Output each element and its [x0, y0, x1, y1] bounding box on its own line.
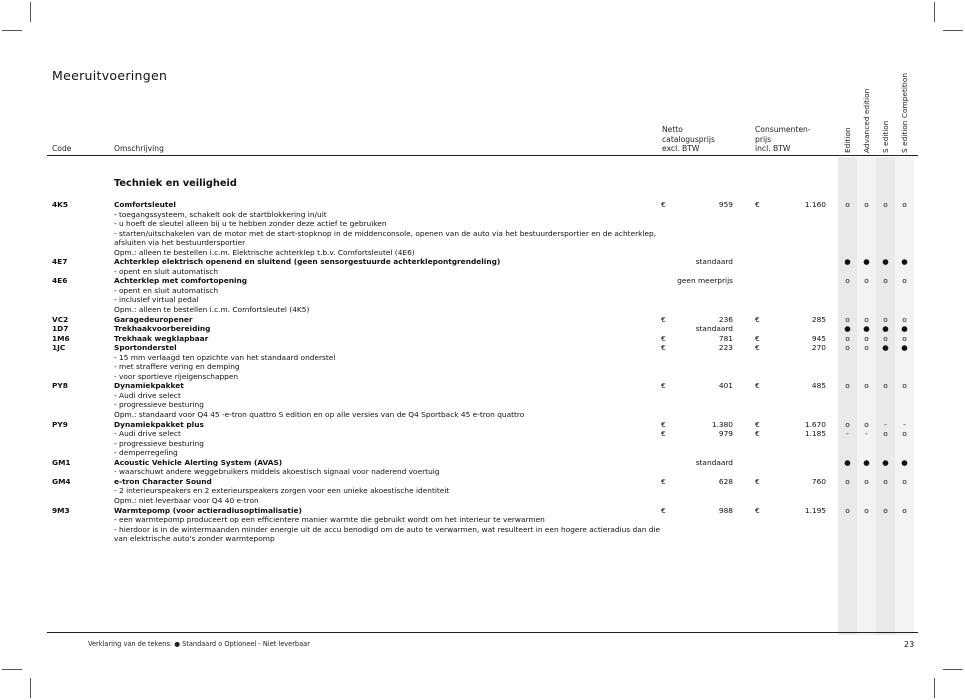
detail-line — [0, 305, 965, 315]
option-code: 1JC — [52, 343, 66, 353]
availability-mark: o — [864, 381, 869, 391]
availability-mark: o — [902, 200, 907, 209]
availability-mark: o — [864, 314, 869, 324]
option-name: e-tron Character Sound — [114, 476, 212, 486]
option-code: GM1 — [52, 457, 71, 467]
detail-line — [0, 362, 965, 372]
availability-mark: o — [883, 314, 888, 324]
consumer-price: 945 — [811, 333, 826, 343]
option-detail: Opm.: alleen te bestellen i.c.m. Elektrische achterklep t.b.v. Comfortsleutel (4E6) — [114, 247, 415, 257]
detail-line — [0, 410, 965, 420]
option-name: Trekhaakvoorbereiding — [114, 324, 211, 334]
availability-mark: o — [845, 343, 850, 353]
availability-mark: o — [902, 381, 907, 391]
option-detail: - Audi drive select — [114, 390, 181, 400]
table-row — [0, 458, 965, 468]
crop-mark — [934, 2, 935, 22]
footer-rule — [47, 632, 918, 633]
currency-symbol: € — [755, 505, 760, 515]
option-detail: afsluiten via het bestuurdersportier — [114, 238, 246, 248]
availability-mark: o — [902, 276, 907, 286]
table-row — [0, 324, 965, 334]
detail-line — [0, 525, 965, 535]
detail-line — [0, 286, 965, 296]
price-note: geen meerprijs — [677, 276, 733, 286]
net-price: 1.380 — [711, 419, 733, 429]
currency-symbol: € — [661, 200, 666, 209]
price-note: standaard — [695, 257, 733, 267]
availability-mark: o — [883, 476, 888, 486]
crop-mark — [2, 669, 22, 670]
availability-mark: o — [845, 419, 850, 429]
option-detail: Opm.: niet leverbaar voor Q4 40 e-tron — [114, 495, 259, 505]
availability-mark: o — [902, 429, 907, 439]
availability-mark: o — [845, 476, 850, 486]
currency-symbol: € — [661, 381, 666, 391]
availability-mark: ● — [863, 257, 870, 267]
detail-line — [0, 353, 965, 363]
table-row — [0, 343, 965, 353]
availability-mark: o — [883, 333, 888, 343]
currency-symbol: € — [661, 333, 666, 343]
availability-mark: ● — [882, 343, 889, 353]
availability-mark: o — [864, 276, 869, 286]
availability-mark: ● — [863, 457, 870, 467]
availability-mark: o — [845, 333, 850, 343]
option-code: 4E6 — [52, 276, 68, 286]
availability-mark: o — [864, 343, 869, 353]
section-title: Techniek en veiligheid — [114, 178, 237, 189]
detail-line — [0, 229, 965, 239]
consumer-price: 285 — [811, 314, 826, 324]
currency-symbol: € — [755, 419, 760, 429]
legend-text: Verklaring van de tekens: ● Standaard o Optioneel - Niet leverbaar — [88, 640, 310, 648]
availability-mark: o — [845, 314, 850, 324]
column-header-consumer-price: Consumenten- prijs incl. BTW — [755, 125, 811, 153]
availability-mark: ● — [882, 457, 889, 467]
option-name: Garagedeuropener — [114, 314, 193, 324]
option-name: Achterklep met comfortopening — [114, 276, 248, 286]
header-rule — [47, 155, 918, 156]
column-header-s-edition-competition: S edition Competition — [900, 72, 909, 153]
options-table — [0, 200, 965, 544]
column-header-edition: Edition — [843, 127, 852, 153]
currency-symbol: € — [755, 200, 760, 209]
option-detail: - met straffere vering en demping — [114, 362, 240, 372]
net-price: 959 — [718, 200, 733, 209]
availability-mark: o — [902, 476, 907, 486]
availability-mark: o — [883, 505, 888, 515]
option-detail: - progressieve besturing — [114, 400, 204, 410]
option-detail: - starten/uitschakelen van de motor met de start-stopknop in de middenconsole, openen van de auto via het bestuurdersportier en de achterklep, — [114, 228, 657, 238]
column-header-code: Code — [52, 144, 72, 153]
currency-symbol: € — [755, 343, 760, 353]
option-detail: - toegangssysteem, schakelt ook de startblokkering in/uit — [114, 209, 327, 219]
detail-line — [0, 248, 965, 258]
availability-mark: o — [902, 314, 907, 324]
option-detail: van elektrische auto's zonder warmtepomp — [114, 534, 275, 544]
availability-mark: - — [903, 419, 906, 429]
option-code: VC2 — [52, 314, 69, 324]
availability-mark: ● — [901, 257, 908, 267]
currency-symbol: € — [661, 343, 666, 353]
consumer-price: 1.670 — [804, 419, 826, 429]
availability-mark: ● — [844, 257, 851, 267]
option-code: 1D7 — [52, 324, 69, 334]
option-name: Acoustic Vehicle Alerting System (AVAS) — [114, 457, 283, 467]
option-detail: - opent en sluit automatisch — [114, 285, 219, 295]
net-price: 628 — [718, 476, 733, 486]
detail-line — [0, 267, 965, 277]
detail-line — [0, 429, 965, 439]
availability-mark: o — [883, 200, 888, 209]
availability-mark: o — [883, 276, 888, 286]
table-row — [0, 276, 965, 286]
detail-line — [0, 372, 965, 382]
option-detail: - 15 mm verlaagd ten opzichte van het standaard onderstel — [114, 352, 336, 362]
availability-mark: o — [883, 381, 888, 391]
net-price: 401 — [718, 381, 733, 391]
price-note: standaard — [695, 457, 733, 467]
column-header-net-price: Netto catalogusprijs excl. BTW — [662, 125, 715, 153]
consumer-price: 1.195 — [804, 505, 826, 515]
detail-line — [0, 486, 965, 496]
crop-mark — [30, 678, 31, 698]
availability-mark: ● — [882, 257, 889, 267]
detail-line — [0, 219, 965, 229]
availability-mark: o — [883, 429, 888, 439]
availability-mark: o — [845, 381, 850, 391]
option-name: Comfortsleutel — [114, 200, 176, 209]
availability-mark: ● — [844, 324, 851, 334]
net-price: 236 — [718, 314, 733, 324]
option-code: 9M3 — [52, 505, 70, 515]
net-price: 979 — [718, 429, 733, 439]
currency-symbol: € — [661, 476, 666, 486]
detail-line — [0, 439, 965, 449]
option-name: Dynamiekpakket plus — [114, 419, 204, 429]
availability-mark: - — [865, 429, 868, 439]
currency-symbol: € — [755, 429, 760, 439]
currency-symbol: € — [661, 505, 666, 515]
option-code: PY9 — [52, 419, 68, 429]
net-price: 223 — [718, 343, 733, 353]
option-detail: - progressieve besturing — [114, 438, 204, 448]
availability-mark: ● — [901, 324, 908, 334]
column-header-advanced-edition: Advanced edition — [862, 88, 871, 153]
option-name: Warmtepomp (voor actieradiusoptimalisatie) — [114, 505, 302, 515]
detail-line — [0, 210, 965, 220]
availability-mark: o — [902, 505, 907, 515]
option-code: GM4 — [52, 476, 71, 486]
option-name: Dynamiekpakket — [114, 381, 184, 391]
net-price: 781 — [718, 333, 733, 343]
table-row — [0, 315, 965, 325]
crop-mark — [934, 678, 935, 698]
availability-mark: o — [845, 200, 850, 209]
option-detail: - waarschuwt andere weggebruikers middels akoestisch signaal voor naderend voertuig — [114, 467, 440, 477]
detail-line — [0, 295, 965, 305]
option-detail: - inclusief virtual pedal — [114, 295, 199, 305]
table-row — [0, 257, 965, 267]
currency-symbol: € — [661, 419, 666, 429]
detail-line — [0, 400, 965, 410]
option-detail: - 2 interieurspeakers en 2 exterieurspeakers zorgen voor een unieke akoestische identiteit — [114, 486, 450, 496]
currency-symbol: € — [755, 381, 760, 391]
currency-symbol: € — [661, 429, 666, 439]
option-detail: - hierdoor is in de wintermaanden minder energie uit de accu benodigd om de auto te verwarmen, wat resulteert in een hogere actieradius dan die — [114, 524, 661, 534]
detail-line — [0, 448, 965, 458]
option-detail: - een warmtepomp produceert op een efficientere manier warmte die gebruikt wordt om het interieur te verwarmen — [114, 515, 545, 525]
availability-mark: ● — [844, 457, 851, 467]
page-title: Meeruitvoeringen — [52, 68, 168, 83]
option-detail: - Audi drive select — [114, 429, 181, 439]
availability-mark: o — [864, 333, 869, 343]
currency-symbol: € — [755, 333, 760, 343]
availability-mark: ● — [863, 324, 870, 334]
option-detail: - voor sportieve rijeigenschappen — [114, 371, 239, 381]
table-row — [0, 334, 965, 344]
availability-mark: o — [845, 505, 850, 515]
table-row — [0, 200, 965, 210]
column-header-description: Omschrijving — [114, 144, 164, 153]
net-price: 988 — [718, 505, 733, 515]
consumer-price: 760 — [811, 476, 826, 486]
currency-symbol: € — [755, 314, 760, 324]
currency-symbol: € — [755, 476, 760, 486]
consumer-price: 1.185 — [804, 429, 826, 439]
availability-mark: o — [864, 200, 869, 209]
price-note: standaard — [695, 324, 733, 334]
table-row — [0, 506, 965, 516]
availability-mark: o — [864, 476, 869, 486]
consumer-price: 270 — [811, 343, 826, 353]
availability-mark: ● — [901, 343, 908, 353]
option-code: PY8 — [52, 381, 68, 391]
currency-symbol: € — [661, 314, 666, 324]
option-detail: - demperregeling — [114, 448, 178, 458]
option-name: Trekhaak wegklapbaar — [114, 333, 209, 343]
availability-mark: ● — [901, 457, 908, 467]
detail-line — [0, 496, 965, 506]
table-row — [0, 381, 965, 391]
crop-mark — [30, 2, 31, 22]
option-detail: Opm.: alleen te bestellen i.c.m. Comfortsleutel (4K5) — [114, 305, 310, 315]
crop-mark — [943, 30, 963, 31]
detail-line — [0, 515, 965, 525]
detail-line — [0, 238, 965, 248]
option-detail: - opent en sluit automatisch — [114, 266, 219, 276]
availability-mark: - — [884, 419, 887, 429]
option-detail: - u hoeft de sleutel alleen bij u te hebben zonder deze actief te gebruiken — [114, 219, 387, 229]
consumer-price: 485 — [811, 381, 826, 391]
availability-mark: o — [864, 505, 869, 515]
option-code: 4E7 — [52, 257, 68, 267]
crop-mark — [943, 669, 963, 670]
consumer-price: 1.160 — [804, 200, 826, 209]
detail-line — [0, 467, 965, 477]
option-name: Achterklep elektrisch openend en sluitend (geen sensorgestuurde achterklepontgrendeling) — [114, 257, 501, 267]
option-name: Sportonderstel — [114, 343, 177, 353]
availability-mark: - — [846, 429, 849, 439]
option-code: 1M6 — [52, 333, 70, 343]
table-row — [0, 477, 965, 487]
page-number: 23 — [904, 640, 915, 649]
availability-mark: o — [864, 419, 869, 429]
column-header-s-edition: S edition — [881, 120, 890, 153]
availability-mark: ● — [882, 324, 889, 334]
availability-mark: o — [845, 276, 850, 286]
detail-line — [0, 391, 965, 401]
option-detail: Opm.: standaard voor Q4 45 -e-tron quattro S edition en op alle versies van de Q4 Sportback 45 e-tron quattro — [114, 410, 525, 420]
option-code: 4K5 — [52, 200, 69, 209]
crop-mark — [2, 30, 22, 31]
availability-mark: o — [902, 333, 907, 343]
table-row — [0, 420, 965, 430]
detail-line — [0, 534, 965, 544]
